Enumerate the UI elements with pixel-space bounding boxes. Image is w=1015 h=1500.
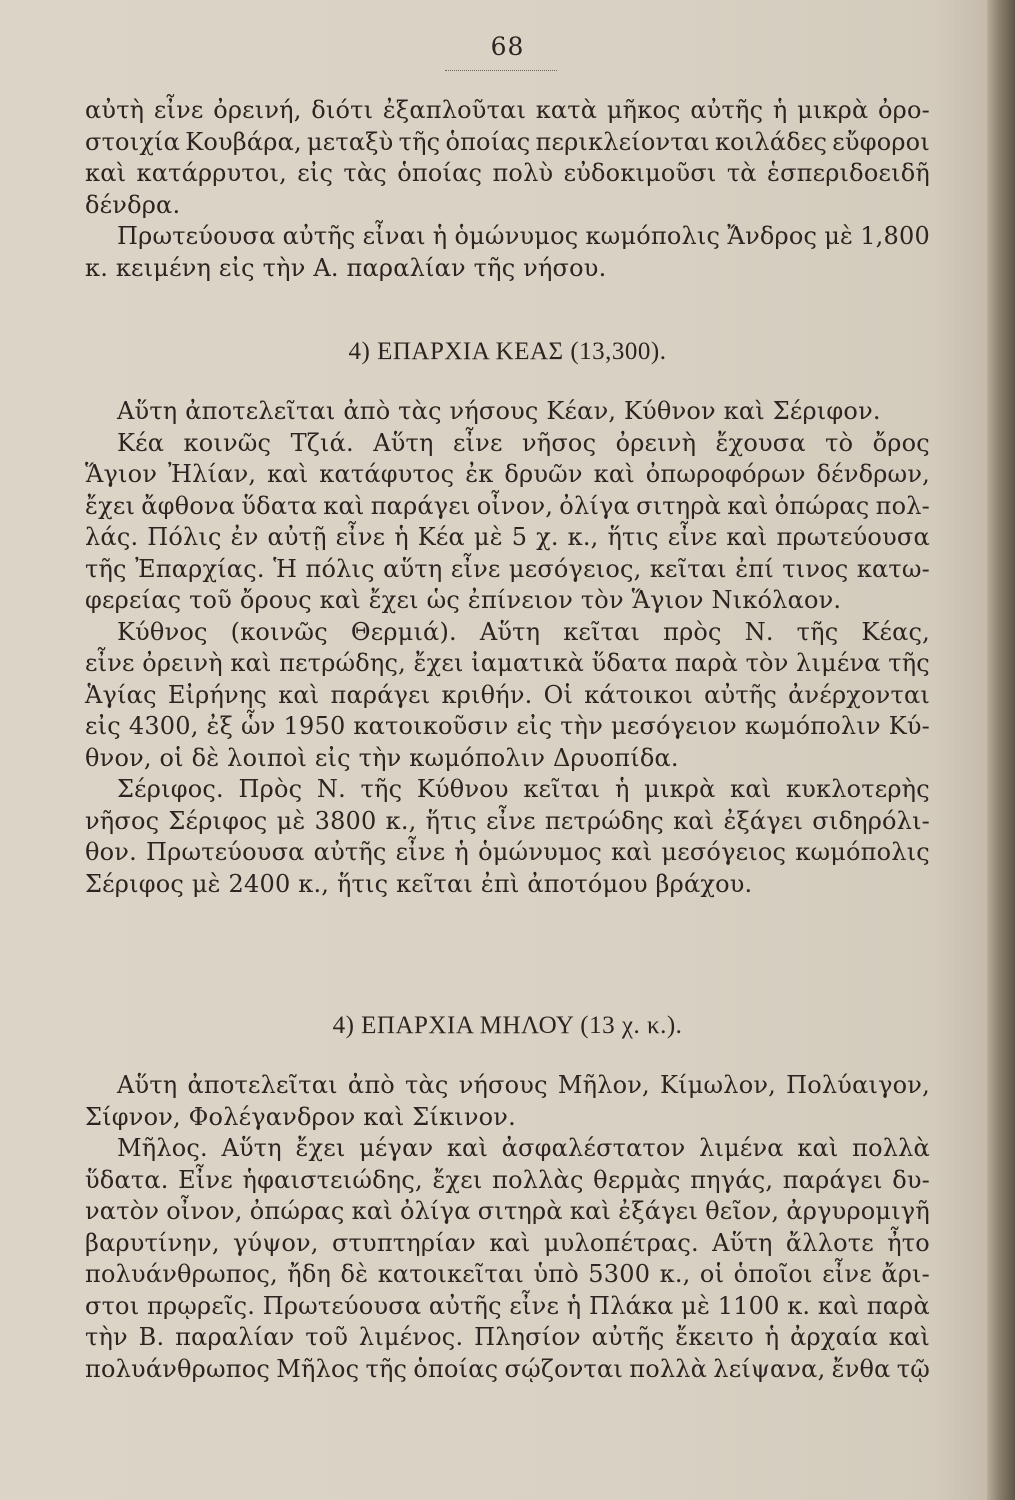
text-line: Σέριφος μὲ 2400 κ., ἥτις κεῖται ἐπὶ ἀποτόμου βράχου. — [85, 869, 753, 898]
text-line: νῆσος Σέριφος μὲ 3800 κ., ἥτις εἶνε πετρώδης καὶ ἐξάγει σιδηρόλι- — [85, 806, 930, 835]
text-line: πολυάνθρωπος, ἤδη δὲ κατοικεῖται ὑπὸ 5300 κ., οἱ ὁποῖοι εἶνε ἄρι- — [85, 1260, 930, 1288]
text-line: δένδρα. — [85, 190, 181, 219]
kea-section-text — [85, 396, 930, 900]
text-line: εἰς 4300, ἐξ ὧν 1950 κατοικοῦσιν εἰς τὴν μεσόγειον κωμόπολιν Κύ- — [85, 712, 930, 740]
text-line: φερείας τοῦ ὄρους καὶ ἔχει ὡς ἐπίνειον τὸν Ἅγιον Νικόλαον. — [85, 586, 842, 614]
text-line: εἶνε ὀρεινὴ καὶ πετρώδης, ἔχει ἰαματικὰ ὕδατα παρὰ τὸν λιμένα τῆς — [85, 649, 930, 677]
text-line: Ἅγιον Ἠλίαν, καὶ κατάφυτος ἐκ δρυῶν καὶ ὀπωροφόρων δένδρων, — [85, 460, 930, 488]
text-line: πολυάνθρωπος Μῆλος τῆς ὁποίας σῴζονται πολλὰ λείψανα, ἔνθα τῷ — [85, 1354, 930, 1383]
andros-paragraph — [85, 95, 930, 284]
text-line: Σίφνον, Φολέγανδρον καὶ Σίκινον. — [85, 1102, 516, 1131]
milos-section-text — [85, 1070, 930, 1385]
text-line: Αὕτη ἀποτελεῖται ἀπὸ τὰς νήσους Μῆλον, Κίμωλον, Πολύαιγον, — [117, 1071, 930, 1099]
text-line: καὶ κατάρρυτοι, εἰς τὰς ὁποίας πολὺ εὐδοκιμοῦσι τὰ ἑσπεριδοειδῆ — [85, 159, 930, 187]
text-line: Πρωτεύουσα αὐτῆς εἶναι ἡ ὁμώνυμος κωμόπολις Ἄνδρος μὲ 1,800 — [117, 222, 930, 250]
page-number: 68 — [490, 32, 525, 61]
text-line: θνον, οἱ δὲ λοιποὶ εἰς τὴν κωμόπολιν Δρυοπίδα. — [85, 743, 679, 772]
text-line: στοιχία Κουβάρα, μεταξὺ τῆς ὁποίας περικλείονται κοιλάδες εὔφοροι — [85, 127, 930, 156]
text-line: Κύθνος (κοινῶς Θερμιά). Αὕτη κεῖται πρὸς Ν. τῆς Κέας, — [117, 617, 930, 646]
text-line: Σέριφος. Πρὸς Ν. τῆς Κύθνου κεῖται ἡ μικρὰ καὶ κυκλοτερὴς — [117, 775, 930, 803]
text-line: αὐτὴ εἶνε ὀρεινή, διότι ἐξαπλοῦται κατὰ μῆκος αὐτῆς ἡ μικρὰ ὀρο- — [85, 96, 930, 124]
text-line: Αὕτη ἀποτελεῖται ἀπὸ τὰς νήσους Κέαν, Κύθνον καὶ Σέριφον. — [117, 397, 881, 425]
text-line: λάς. Πόλις ἐν αὐτῇ εἶνε ἡ Κέα μὲ 5 χ. κ., ἥτις εἶνε καὶ πρωτεύουσα — [85, 523, 930, 551]
text-line: τὴν Β. παραλίαν τοῦ λιμένος. Πλησίον αὐτῆς ἔκειτο ἡ ἀρχαία καὶ — [85, 1323, 930, 1351]
text-line: βαρυτίνην, γύψον, στυπτηρίαν καὶ μυλοπέτρας. Αὕτη ἄλλοτε ἦτο — [85, 1228, 930, 1257]
page-binding-edge — [987, 0, 1015, 1500]
section-heading-kea: 4) ΕΠΑΡΧΙΑ ΚΕΑΣ (13,300). — [348, 338, 667, 365]
section-heading-milos: 4) ΕΠΑΡΧΙΑ ΜΗΛΟΥ (13 χ. κ.). — [332, 1012, 683, 1039]
text-line: Κέα κοινῶς Τζιά. Αὕτη εἶνε νῆσος ὀρεινὴ ἔχουσα τὸ ὄρος — [117, 428, 930, 457]
text-line: στοι πρῳρεῖς. Πρωτεύουσα αὐτῆς εἶνε ἡ Πλάκα μὲ 1100 κ. καὶ παρὰ — [85, 1291, 930, 1320]
text-line: τῆς Ἐπαρχίας. Ἡ πόλις αὕτη εἶνε μεσόγειος, κεῖται ἐπί τινος κατω- — [85, 554, 930, 583]
text-line: κ. κειμένη εἰς τὴν Α. παραλίαν τῆς νήσου. — [85, 253, 607, 282]
text-line: Ἁγίας Εἰρήνης καὶ παράγει κριθήν. Οἱ κάτοικοι αὐτῆς ἀνέρχονται — [85, 680, 930, 709]
text-line: θον. Πρωτεύουσα αὐτῆς εἶνε ἡ ὁμώνυμος καὶ μεσόγειος κωμόπολις — [85, 838, 930, 866]
text-line: ὕδατα. Εἶνε ἡφαιστειώδης, ἔχει πολλὰς θερμὰς πηγάς, παράγει δυ- — [85, 1165, 930, 1194]
page-number-rule — [445, 70, 557, 71]
text-line: ἔχει ἄφθονα ὕδατα καὶ παράγει οἶνον, ὀλίγα σιτηρὰ καὶ ὀπώρας πολ- — [85, 491, 930, 520]
text-line: νατὸν οἶνον, ὀπώρας καὶ ὀλίγα σιτηρὰ καὶ ἐξάγει θεῖον, ἀργυρομιγῆ — [85, 1197, 930, 1225]
text-line: Μῆλος. Αὕτη ἔχει μέγαν καὶ ἀσφαλέστατον λιμένα καὶ πολλὰ — [117, 1134, 930, 1162]
